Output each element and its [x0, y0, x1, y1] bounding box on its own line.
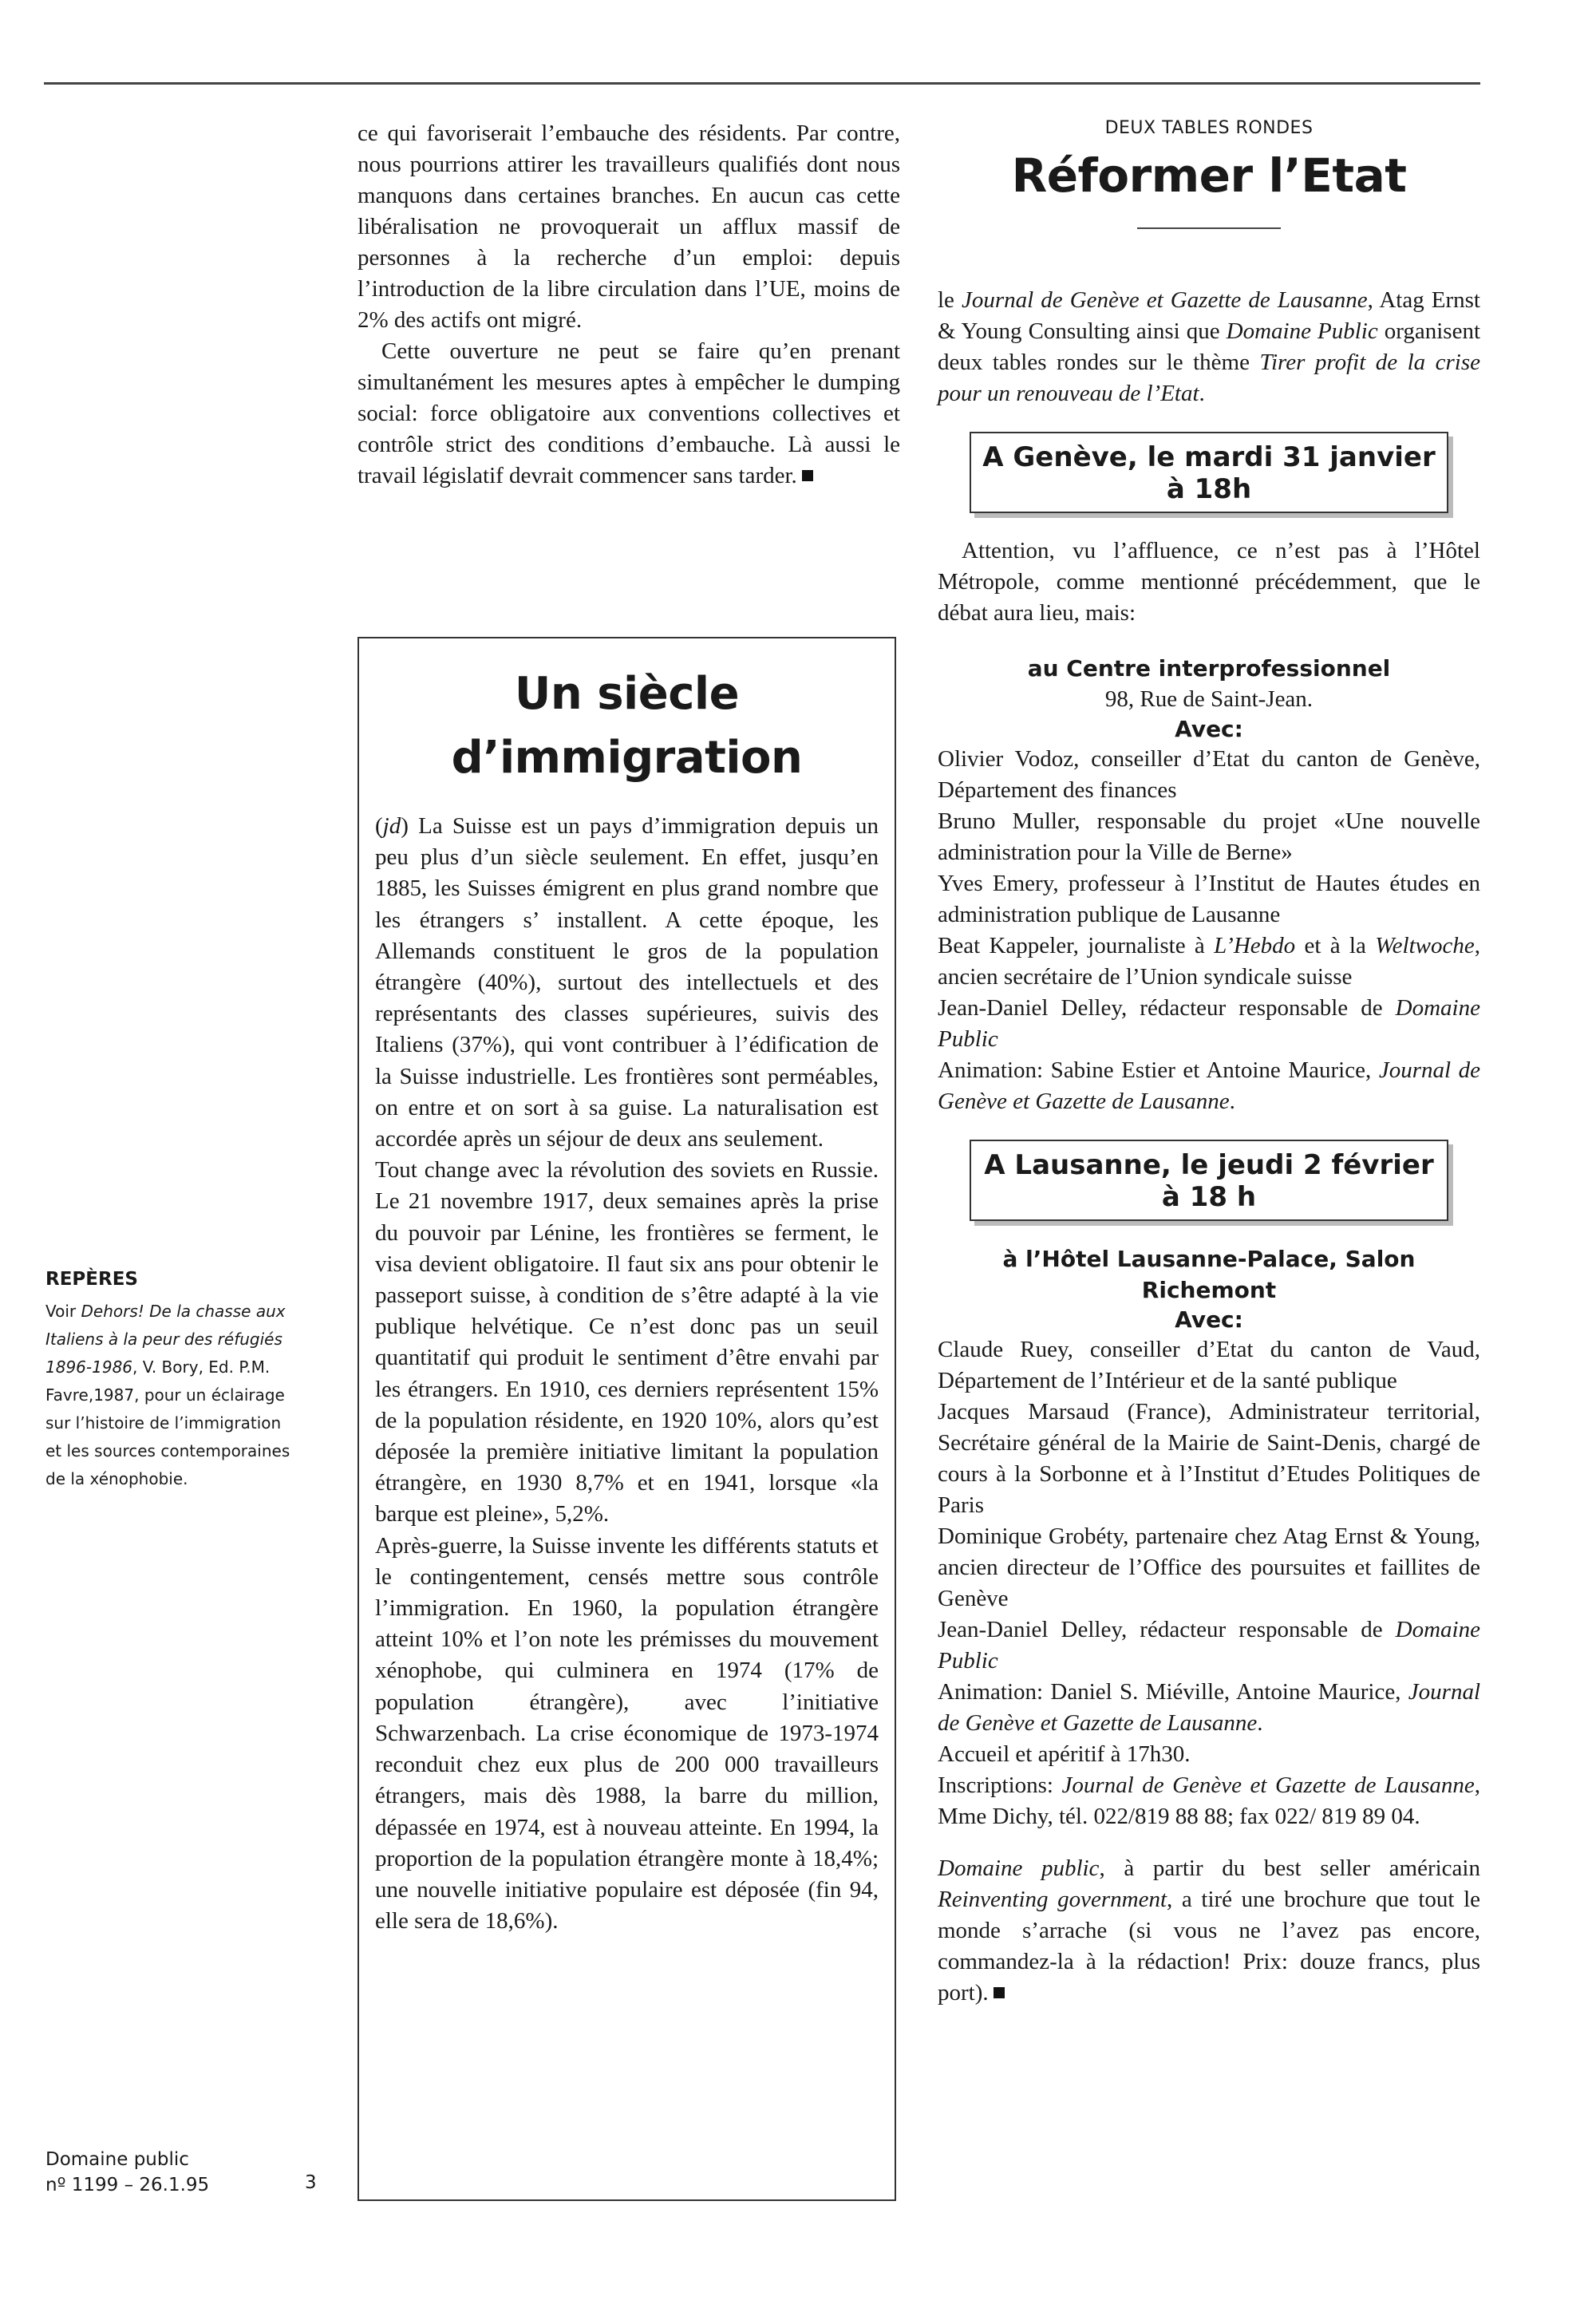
article-paragraph: Tout change avec la révolution des soviets en Russie. Le 21 novembre 1917, deux semaines après la prise du pouvoir par Lénine, les frontières se ferment, le visa devient obligatoire. Il faut six ans pour obtenir le passeport suisse, à condition de s’être adapté à la vie publique helvétique. Ce n’est donc pas un seuil quantitatif qui produit le sentiment d’être envahi par les étrangers. En 1910, ces derniers représentent 15% de la population résidente, en 1920 10%, alors qu’est déposée la première initiative limitant la population étrangère, en 1930 8,7% et en 1941, lorsque «la barque est pleine», 5,2%.	[375, 1157, 879, 1527]
kicker: DEUX TABLES RONDES	[1104, 118, 1314, 138]
sidebar-title: REPÈRES	[45, 1269, 138, 1290]
page-number: 3	[305, 2172, 317, 2193]
sidebar-text: Voir Dehors! De la chasse aux Italiens à la peur des réfugiés 1896-1986, V. Bory, Ed. P.M. Favre,1987, pour un éclairage sur l’histoire de l’immigration et les sources contemporaines de la xénophobie.	[45, 1302, 290, 1488]
continuation-paragraph: Cette ouverture ne peut se faire qu’en prenant simultanément les mesures aptes à empêcher le dumping social: force obligatoire aux conventions collectives et contrôle strict des conditions d’embauche. Là aussi le travail législatif devrait commencer sans tarder.	[358, 338, 900, 488]
article-paragraph: Après-guerre, la Suisse invente les différents statuts et le contingentement, censés mettre sous contrôle l’immigration. En 1960, la population étrangère atteint 10% et l’on note les prémisses du mouvement xénophobe, qui culminera en 1974 (17% de population étrangère), avec l’initiative Schwarzenbach. La crise économique de 1973-1974 reconduit chez eux plus de 200 000 travailleurs étrangers, mais dès 1988, la barre du million, dépassée en 1974, est à nouveau atteinte. En 1994, la proportion de la population étrangère monte à 18,4%; une nouvelle initiative populaire est déposée (fin 94, elle sera de 18,6%).	[375, 1532, 879, 1934]
reception-info: Accueil et apéritif à 17h30.	[938, 1741, 1191, 1767]
speaker-entry: Olivier Vodoz, conseiller d’Etat du canton de Genève, Département des finances	[938, 746, 1480, 803]
speaker-entry: Bruno Muller, responsable du projet «Une nouvelle administration pour la Ville de Berne»	[938, 808, 1480, 865]
speakers-heading: Avec:	[1175, 716, 1243, 742]
continuation-paragraph: ce qui favoriserait l’embauche des résidents. Par contre, nous pourrions attirer les travailleurs qualifiés dont nous manquons dans certaines branches. En aucun cas cette libéralisation ne provoquerait un afflux massif de personnes à la recherche d’un emploi: depuis l’introduction de la libre circulation dans l’UE, moins de 2% des actifs ont migré.	[358, 121, 900, 333]
immigration-article-box	[358, 637, 896, 2201]
continuation-column	[358, 118, 900, 492]
speaker-entry: Dominique Grobéty, partenaire chez Atag Ernst & Young, ancien directeur de l’Office des poursuites et faillites de Genève	[938, 1523, 1480, 1611]
publication-footer	[45, 2147, 209, 2198]
article-title: Un siècle d’immigration	[451, 668, 803, 784]
article-paragraph: (jd) La Suisse est un pays d’immigration depuis un peu plus d’un siècle seulement. En effet, jusqu’en 1885, les Suisses émigrent en plus grand nombre que les étrangers s’ installent. A cette époque, les Allemands constituent le gros de la population étrangère (40%), surtout des intellectuels et des représentants des classes supérieures, suivis des Italiens (37%), qui vont contribuer à l’édification de la Suisse industrielle. Les frontières sont perméables, on entre et on sort à sa guise. La naturalisation est accordée après un séjour de deux ans seulement.	[375, 813, 879, 1152]
speakers-heading: Avec:	[1175, 1306, 1243, 1333]
geneva-address: 98, Rue de Saint-Jean.	[1104, 686, 1314, 712]
moderation-entry: Animation: Daniel S. Miéville, Antoine Maurice, Journal de Genève et Gazette de Lausanne.	[938, 1679, 1480, 1736]
end-of-article-mark	[994, 1987, 1005, 1998]
reperes-sidebar	[45, 1269, 301, 1493]
title-rule	[1137, 227, 1281, 229]
venue-notice: Attention, vu l’affluence, ce n’est pas à l’Hôtel Métropole, comme mentionné précédemment, que le débat aura lieu, mais:	[938, 538, 1480, 626]
speaker-entry: Yves Emery, professeur à l’Institut de Hautes études en administration publique de Lausanne	[938, 871, 1480, 927]
speaker-entry: Beat Kappeler, journaliste à L’Hebdo et à la Weltwoche, ancien secrétaire de l’Union syndicale suisse	[938, 933, 1481, 990]
moderation-entry: Animation: Sabine Estier et Antoine Maurice, Journal de Genève et Gazette de Lausanne.	[938, 1057, 1481, 1114]
lausanne-event-box: A Lausanne, le jeudi 2 février à 18 h	[970, 1140, 1448, 1221]
end-of-article-mark	[802, 470, 813, 481]
lausanne-venue: à l’Hôtel Lausanne-Palace, Salon Richemont	[1002, 1246, 1416, 1303]
closing-paragraph: Domaine public, à partir du best seller américain Reinventing government, a tiré une brochure que tout le monde s’arrache (si vous ne l’avez pas encore, commandez-la à la rédaction! Prix: douze francs, plus port).	[938, 1855, 1481, 2006]
publication-name: Domaine public	[45, 2149, 189, 2170]
registration-info: Inscriptions: Journal de Genève et Gazette de Lausanne, Mme Dichy, tél. 022/819 88 88; fax 022/ 819 89 04.	[938, 1772, 1480, 1829]
speaker-entry: Claude Ruey, conseiller d’Etat du canton de Vaud, Département de l’Intérieur et de la santé publique	[938, 1337, 1480, 1393]
right-column	[938, 118, 1480, 2009]
speaker-entry: Jacques Marsaud (France), Administrateur territorial, Secrétaire général de la Mairie de Saint-Denis, chargé de cours à la Sorbonne et à l’Institut d’Etudes Politiques de Paris	[938, 1399, 1480, 1518]
speaker-entry: Jean-Daniel Delley, rédacteur responsable de Domaine Public	[938, 995, 1480, 1052]
author-tag: jd	[382, 813, 401, 839]
headline: Réformer l’Etat	[1011, 148, 1407, 203]
speaker-entry: Jean-Daniel Delley, rédacteur responsable de Domaine Public	[938, 1617, 1480, 1674]
geneva-venue: au Centre interprofessionnel	[1027, 655, 1391, 682]
issue-info: nº 1199 – 26.1.95	[45, 2175, 210, 2195]
intro-paragraph: le Journal de Genève et Gazette de Lausanne, Atag Ernst & Young Consulting ainsi que Domaine Public organisent deux tables rondes sur le thème Tirer profit de la crise pour un renouveau de l’Etat.	[938, 287, 1481, 406]
geneva-event-box: A Genève, le mardi 31 janvier à 18h	[970, 432, 1448, 513]
book-title: Dehors! De la chasse aux Italiens à la peur des réfugiés 1896-1986	[45, 1302, 286, 1377]
header-rule	[44, 82, 1480, 85]
